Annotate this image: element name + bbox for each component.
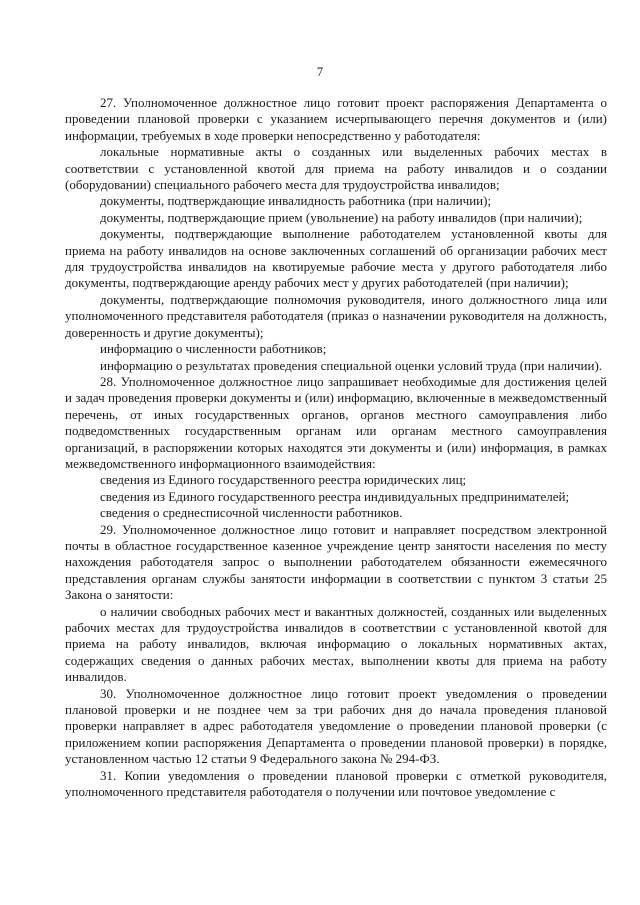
list-item-vacancies-info: о наличии свободных рабочих мест и вакантных должностей, созданных или выделенных рабочих местах для трудоустройства инвалидов в соответствии с установленной квотой для приема на работу инвалидов, включая информацию о локальных нормативных актах, содержащих сведения о данных рабочих местах, выполнении квоты для приема на работу инвалидов. [65,603,607,685]
list-item-authority-docs: документы, подтверждающие полномочия руководителя, иного должностного лица или уполномоченного представителя работодателя (приказ о назначении руководителя на должность, доверенность и другие документы); [65,291,607,340]
page-number: 7 [316,65,324,79]
list-item-headcount-info: информацию о численности работников; [100,341,327,357]
paragraph-30: 30. Уполномоченное должностное лицо готовит проект уведомления о проведении плановой проверки и не позднее чем за три рабочих дня до начала проведения плановой проверки направляет в адрес работодателя уведомление о проведении плановой проверки (с приложением копии распоряжения Департамента о проведении плановой проверки) в порядке, установленном частью 12 статьи 9 Федерального закона № 294-ФЗ. [65,685,607,767]
list-item-entrepreneurs-registry: сведения из Единого государственного реестра индивидуальных предпринимателей; [100,488,570,504]
paragraph-27: 27. Уполномоченное должностное лицо готовит проект распоряжения Департамента о проведении плановой проверки с указанием исчерпывающего перечня документов и (или) информации, требуемых в ходе проверки непосредственно у работодателя: [65,95,607,143]
list-item-disability-docs: документы, подтверждающие инвалидность работника (при наличии); [100,193,492,209]
list-item-hiring-docs: документы, подтверждающие прием (увольнение) на работу инвалидов (при наличии); [100,209,583,225]
list-item-labor-assessment-info: информацию о результатах проведения специальной оценки условий труда (при наличии). [100,357,603,373]
list-item-average-headcount: сведения о среднесписочной численности работников. [100,505,403,521]
paragraph-28: 28. Уполномоченное должностное лицо запрашивает необходимые для достижения целей и задач проведения проверки документы и (или) информацию, включенные в межведомственный перечень, от иных государственных органов, органов местного самоуправления либо подведомственных государственным органам или органам местного самоуправления организаций, в распоряжении которых находятся эти документы и (или) информация, в рамках межведомственного информационного взаимодействия: [65,373,607,471]
list-item-local-acts: локальные нормативные акты о созданных или выделенных рабочих местах в соответствии с установленной квотой для приема на работу инвалидов и о создании (оборудовании) специального рабочего места для трудоустройства инвалидов; [65,144,607,193]
document-body [65,95,607,800]
list-item-legal-entities-registry: сведения из Единого государственного реестра юридических лиц; [100,472,467,488]
paragraph-31: 31. Копии уведомления о проведении плановой проверки с отметкой руководителя, уполномоченного представителя работодателя о получении или почтовое уведомление с [65,767,607,800]
paragraph-29: 29. Уполномоченное должностное лицо готовит и направляет посредством электронной почты в областное государственное казенное учреждение центр занятости населения по месту нахождения работодателя запрос о выполнении работодателем обязанности ежемесячного представления органам службы занятости информации в соответствии с пунктом 3 статьи 25 Закона о занятости: [65,521,607,603]
list-item-quota-docs: документы, подтверждающие выполнение работодателем установленной квоты для приема на работу инвалидов на основе заключенных соглашений об организации рабочих мест для трудоустройства инвалидов на квотируемые рабочие места у другого работодателя либо документы, подтверждающие аренду рабочих мест у других работодателей (при наличии); [65,226,607,291]
